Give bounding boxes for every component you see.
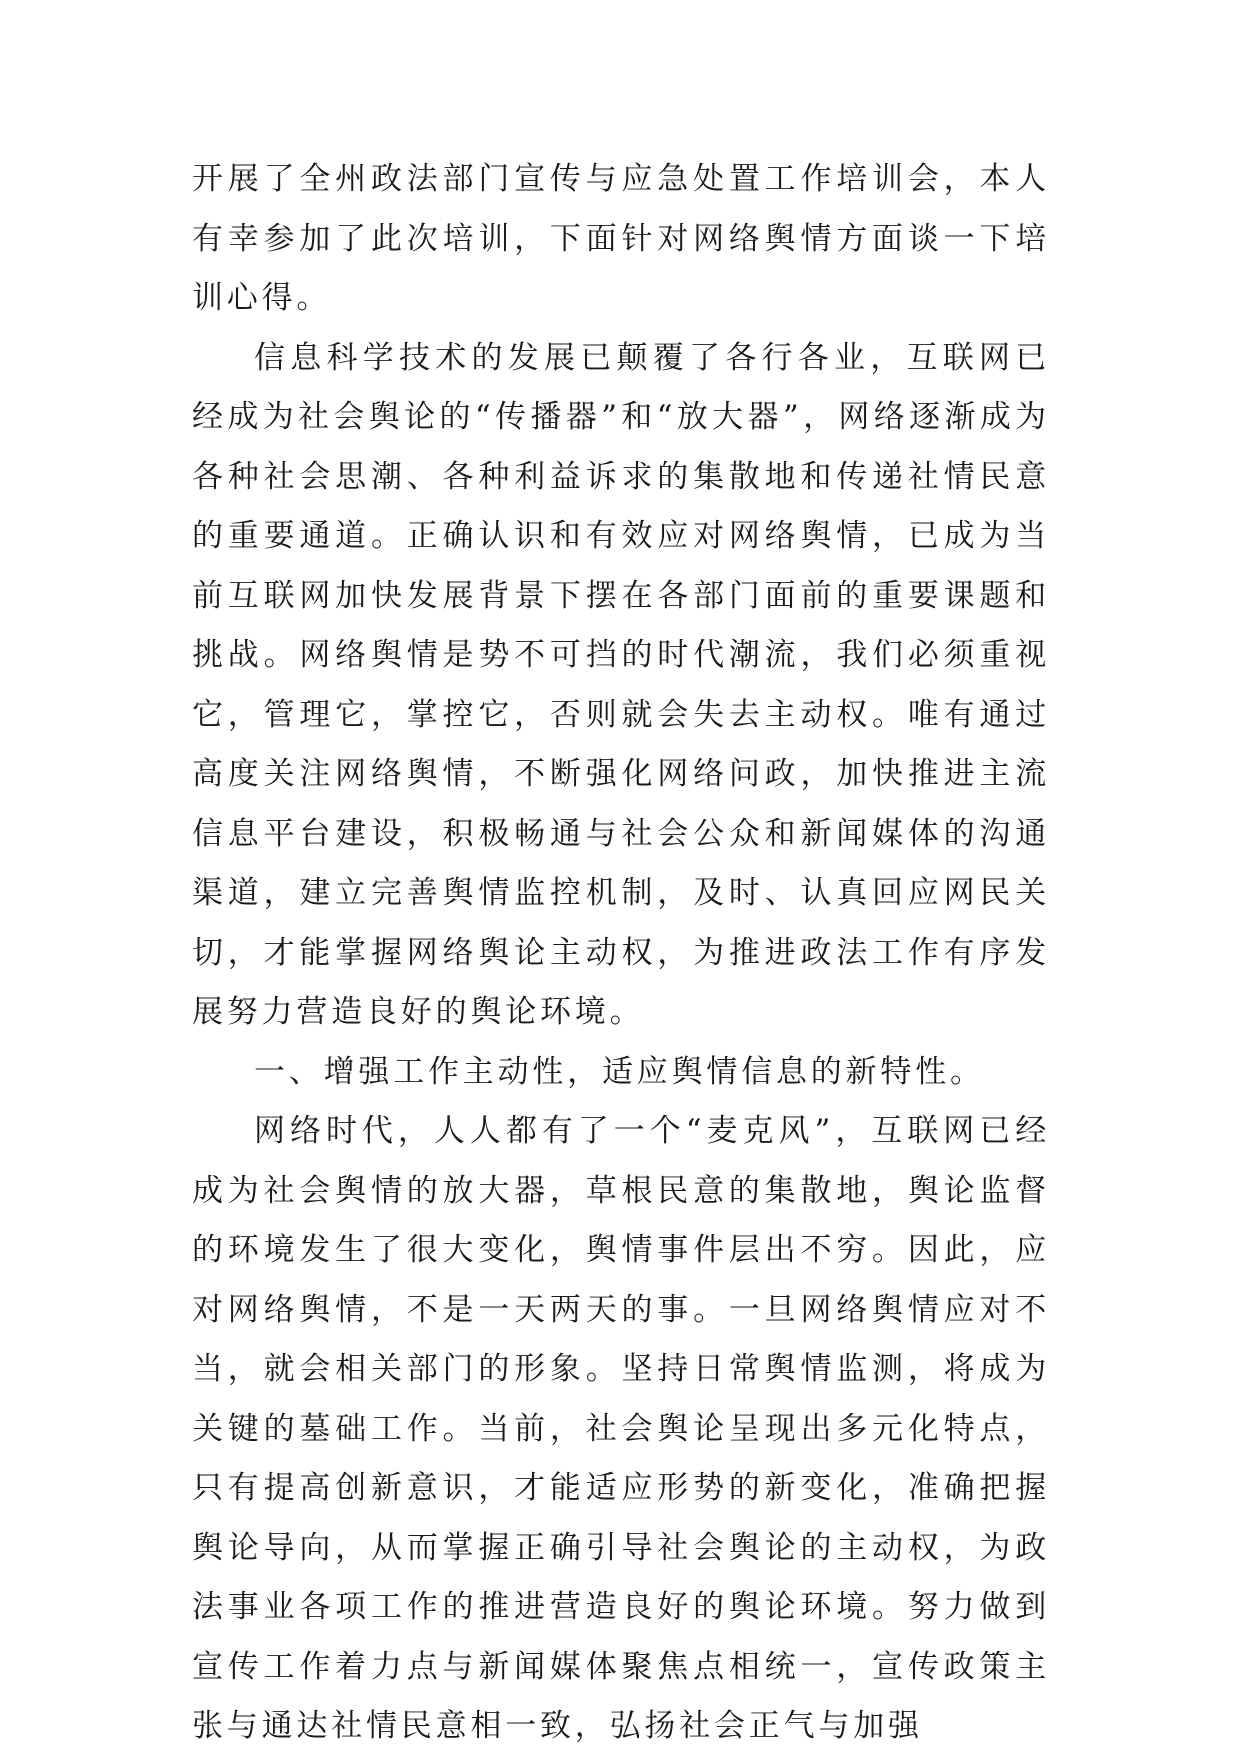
paragraph-intro-continuation: 开展了全州政法部门宣传与应急处置工作培训会，本人有幸参加了此次培训，下面针对网络舆情方面谈一下培训心得。 <box>192 161 1050 316</box>
paragraph-network-era: 网络时代，人人都有了一个“麦克风”，互联网已经成为社会舆情的放大器，草根民意的集散地，舆论监督的环境发生了很大变化，舆情事件层出不穷。因此，应对网络舆情，不是一天两天的事。一旦网络舆情应对不当，就会相关部门的形象。坚持日常舆情监测，将成为关键的墓础工作。当前，社会舆论呈现出多元化特点，只有提高创新意识，才能适应形势的新变化，准确把握舆论导向，从而掌握正确引导社会舆论的主动权，为政法事业各项工作的推进营造良好的舆论环境。努力做到宣传工作着力点与新闻媒体聚焦点相统一，宣传政策主张与通达社情民意相一致，弘扬社会正气与加强 <box>192 1113 1050 1744</box>
document-body <box>192 150 1050 1757</box>
paragraph-information-technology: 信息科学技术的发展已颠覆了各行各业，互联网已经成为社会舆论的“传播器”和“放大器”，网络逐渐成为各种社会思潮、各种利益诉求的集散地和传递社情民意的重要通道。正确认识和有效应对网络舆情，已成为当前互联网加快发展背景下摆在各部门面前的重要课题和挑战。网络舆情是势不可挡的时代潮流，我们必须重视它，管理它，掌控它，否则就会失去主动权。唯有通过高度关注网络舆情，不断强化网络问政，加快推进主流信息平台建设，积极畅通与社会公众和新闻媒体的沟通渠道，建立完善舆情监控机制，及时、认真回应网民关切，才能掌握网络舆论主动权，为推进政法工作有序发展努力营造良好的舆论环境。 <box>192 339 1050 1030</box>
section-heading-one: 一、增强工作主动性，适应舆情信息的新特性。 <box>254 1053 985 1090</box>
